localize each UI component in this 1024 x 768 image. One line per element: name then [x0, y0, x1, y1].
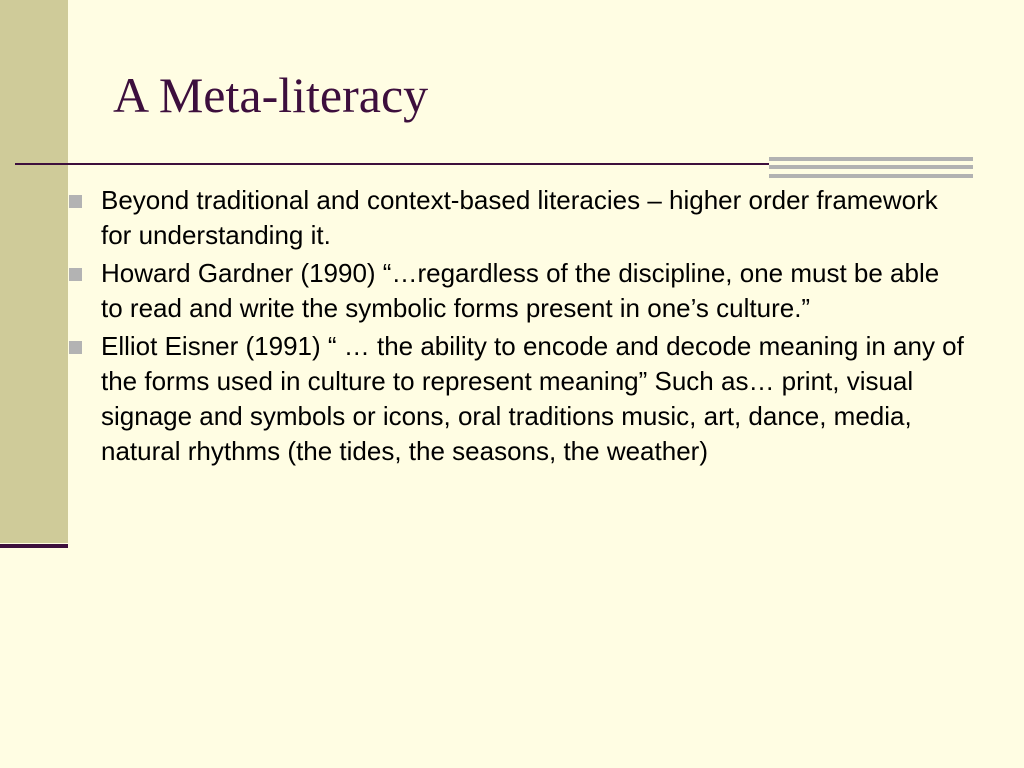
bullet-item [66, 329, 966, 469]
side-band-decoration [0, 0, 68, 543]
bullet-text: Beyond traditional and context-based literacies – higher order framework for understanding it. [101, 185, 938, 250]
side-line-decoration [0, 544, 68, 548]
accent-bar-bottom [769, 174, 973, 178]
title-rule [15, 163, 769, 165]
bullet-list [66, 183, 966, 472]
square-bullet-icon [69, 195, 82, 208]
bullet-item [66, 256, 966, 326]
slide-title: A Meta-literacy [113, 67, 429, 123]
bullet-text: Howard Gardner (1990) “…regardless of the discipline, one must be able to read and write the symbolic forms present in one’s culture.” [101, 258, 940, 323]
accent-bar-middle [769, 165, 973, 169]
bullet-text: Elliot Eisner (1991) “ … the ability to encode and decode meaning in any of the forms used in culture to represent meaning” Such as… print, visual signage and symbols or icons, oral traditions music, art, dance, media, natural rhythms (the tides, the seasons, the weather) [101, 331, 964, 466]
square-bullet-icon [69, 341, 82, 354]
square-bullet-icon [69, 268, 82, 281]
bullet-item [66, 183, 966, 253]
accent-bar-top [769, 157, 973, 161]
